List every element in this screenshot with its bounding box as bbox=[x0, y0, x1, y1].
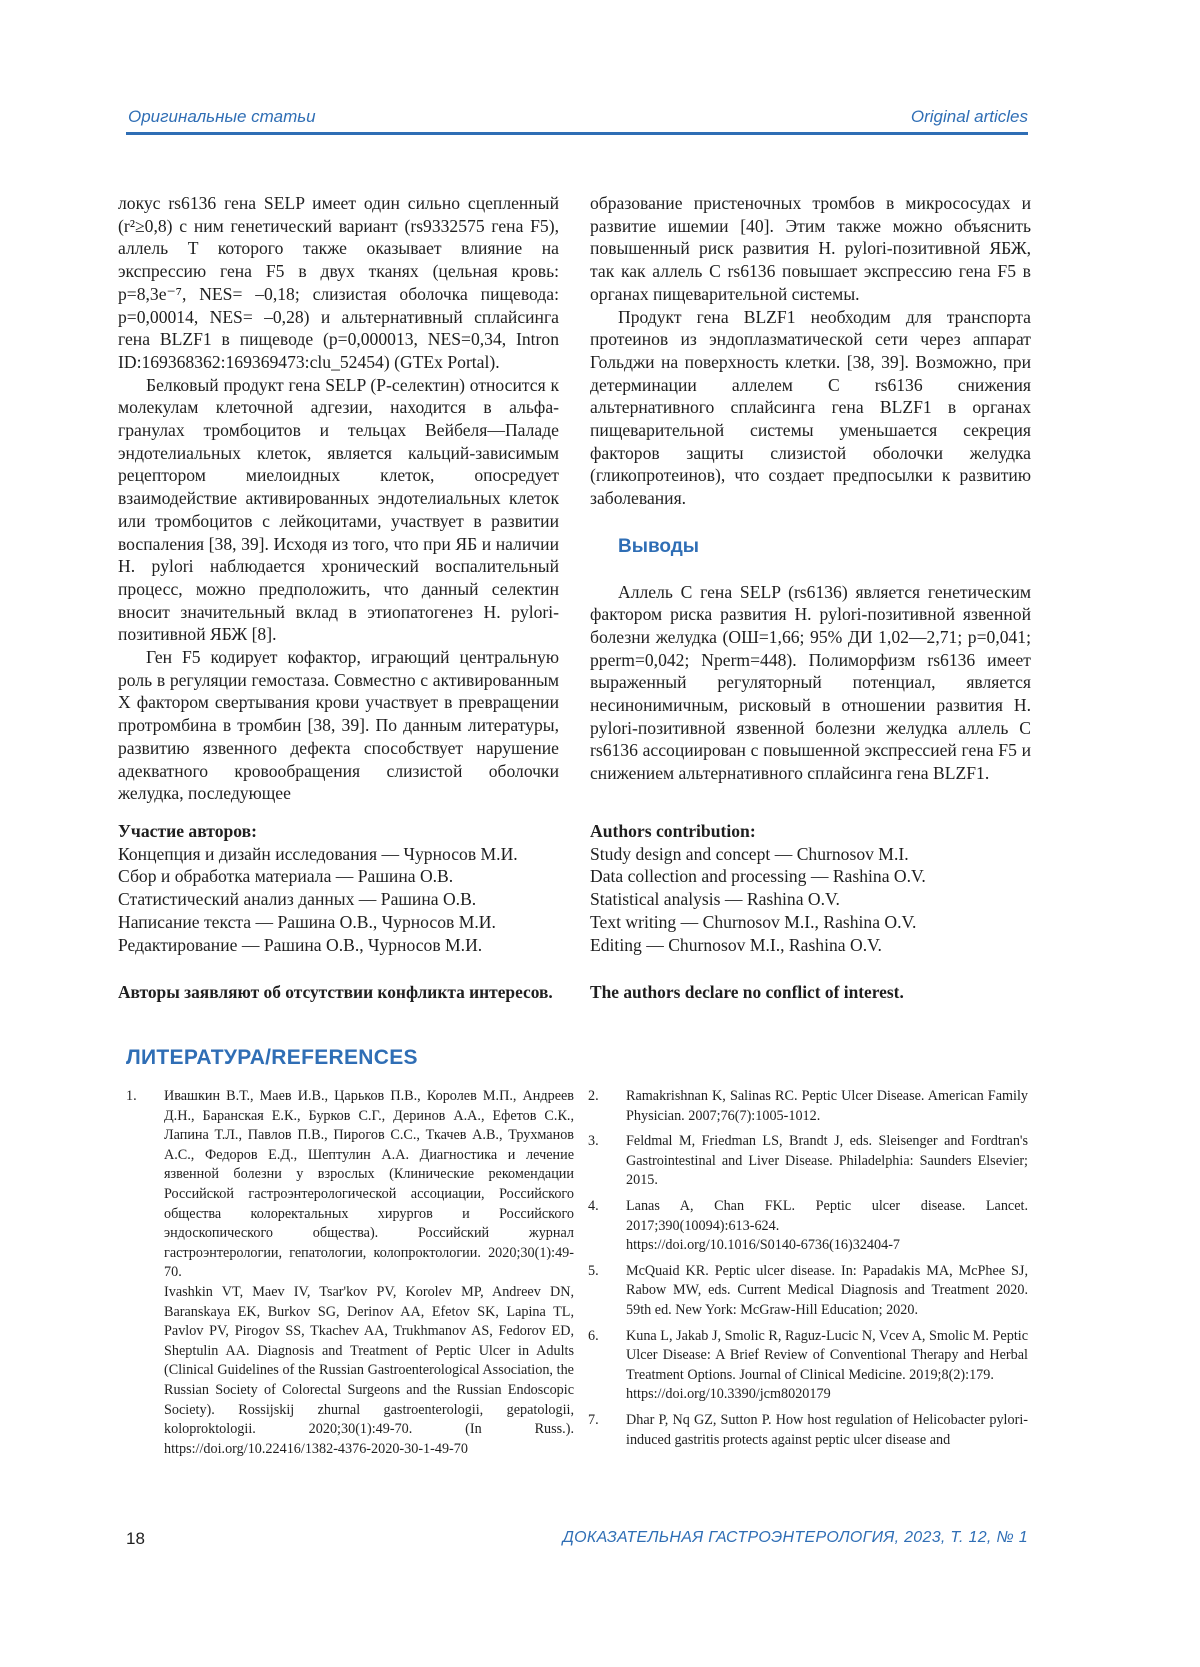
journal-name: ДОКАЗАТЕЛЬНАЯ ГАСТРОЭНТЕРОЛОГИЯ, 2023, Т. 12, № 1 bbox=[562, 1529, 1028, 1546]
running-header bbox=[126, 105, 1028, 135]
reference-number: 5. bbox=[588, 1262, 599, 1279]
reference-item bbox=[588, 1087, 1028, 1126]
header-rule bbox=[126, 132, 1028, 135]
reference-text: Lanas A, Chan FKL. Peptic ulcer disease. Lancet. 2017;390(10094):613-624. bbox=[626, 1197, 1028, 1234]
conflict-statement-ru: Авторы заявляют об отсутствии конфликта интересов. bbox=[118, 982, 553, 1002]
left-column bbox=[118, 192, 559, 805]
reference-number: 4. bbox=[588, 1197, 599, 1214]
reference-text: Feldmal M, Friedman LS, Brandt J, eds. Sleisenger and Fordtran's Gastrointestinal and Liver Disease. Philadelphia: Saunders Elsevier; 2015. bbox=[626, 1133, 1028, 1189]
reference-number: 3. bbox=[588, 1133, 599, 1150]
reference-text: Kuna L, Jakab J, Smolic R, Raguz-Lucic N, Vcev A, Smolic M. Peptic Ulcer Disease: A Brief Review of Conventional Therapy and Herbal Treatment Options. Journal of Clinical Medicine. 2019;8(2):179. bbox=[626, 1327, 1028, 1383]
contribution-line: Статистический анализ данных — Рашина О.В. bbox=[118, 889, 477, 910]
reference-item bbox=[588, 1262, 1028, 1321]
paragraph: Продукт гена BLZF1 необходим для транспорта протеинов из эндоплазматической сети через аппарат Гольджи на поверхность клетки. [38, 39]. Возможно, при детерминации аллелем C rs6136 снижения альтернативного сплайсинга гена BLZF1 в органах пищеварительной системы уменьшается секреция факторов защиты слизистой оболочки желудка (гликопротеинов), что создает предпосылки к развитию заболевания. bbox=[590, 306, 1031, 509]
reference-number: 7. bbox=[588, 1411, 599, 1428]
contribution-line: Сбор и обработка материала — Рашина О.В. bbox=[118, 866, 454, 887]
reference-item bbox=[126, 1087, 574, 1459]
paragraph: локус rs6136 гена SELP имеет один сильно сцепленный (r²≥0,8) с ним генетический вариант (rs9332575 гена F5), аллель T которого также оказывает влияние на экспрессию гена F5 в двух тканях (цельная кровь: p=8,3e⁻⁷, NES= –0,18; слизистая оболочка пищевода: p=0,00014, NES= –0,28) и альтернативный сплайсинга гена BLZF1 в пищеводе (p=0,000013, NES=0,34, Intron ID:169368362:169369473:clu_52454) (GTEx Portal). bbox=[118, 193, 559, 372]
paragraph: Аллель C гена SELP (rs6136) является генетическим фактором риска развития H. pylori-позитивной язвенной болезни желудка (ОШ=1,66; 95% ДИ 1,02—2,71; p=0,041; pperm=0,042; Nperm=448). Полиморфизм rs6136 имеет выраженный регуляторный потенциал, является несинонимичным, рисковый в отношении развития H. pylori-позитивной язвенной болезни желудка аллель C rs6136 ассоциирован с повышенной экспрессией гена F5 и снижением альтернативного сплайсинга гена BLZF1. bbox=[590, 581, 1031, 784]
conflict-statement-en: The authors declare no conflict of interest. bbox=[590, 982, 904, 1002]
reference-number: 1. bbox=[126, 1088, 137, 1104]
contribution-line: Text writing — Churnosov M.I., Rashina O.V. bbox=[590, 911, 917, 932]
reference-text: Ramakrishnan K, Salinas RC. Peptic Ulcer Disease. American Family Physician. 2007;76(7):1005-1012. bbox=[626, 1088, 1028, 1124]
contribution-line: Statistical analysis — Rashina O.V. bbox=[590, 889, 840, 910]
references-right-column bbox=[588, 1087, 1028, 1456]
paragraph: образование пристеночных тромбов в микрососудах и развитие ишемии [40]. Этим также можно объяснить повышенный риск развития H. pylori-позитивной ЯБЖ, так как аллель C rs6136 повышает экспрессию гена F5 в органах пищеварительной системы. bbox=[590, 193, 1031, 304]
contribution-line: Study design and concept — Churnosov M.I. bbox=[590, 843, 909, 864]
contribution-line: Написание текста — Рашина О.В., Чурносов М.И. bbox=[118, 911, 496, 932]
reference-text: McQuaid KR. Peptic ulcer disease. In: Papadakis MA, McPhee SJ, Rabow MW, eds. Current Medical Diagnosis and Treatment 2020. 59th ed. New York: McGraw-Hill Education; 2020. bbox=[626, 1262, 1028, 1318]
header-section-ru: Оригинальные статьи bbox=[128, 107, 316, 126]
contribution-line: Редактирование — Рашина О.В., Чурносов М.И. bbox=[118, 934, 483, 955]
contribution-title: Authors contribution: bbox=[590, 821, 756, 841]
page-number: 18 bbox=[126, 1529, 145, 1548]
reference-doi-link[interactable]: https://doi.org/10.1016/S0140-6736(16)32404-7 bbox=[626, 1237, 901, 1254]
author-contribution-ru bbox=[118, 820, 578, 956]
reference-number: 2. bbox=[588, 1088, 599, 1104]
reference-text: Dhar P, Nq GZ, Sutton P. How host regulation of Helicobacter pylori-induced gastritis protects against peptic ulcer disease and bbox=[626, 1411, 1028, 1448]
reference-item bbox=[588, 1197, 1028, 1256]
right-column bbox=[590, 192, 1031, 785]
reference-item bbox=[588, 1327, 1028, 1405]
reference-number: 6. bbox=[588, 1327, 599, 1344]
references-heading: ЛИТЕРАТУРА/REFERENCES bbox=[126, 1046, 418, 1069]
author-contribution-en bbox=[590, 820, 1050, 956]
contribution-line: Концепция и дизайн исследования — Чурносов М.И. bbox=[118, 843, 518, 864]
header-section-en: Original articles bbox=[910, 107, 1028, 126]
conclusions-heading: Выводы bbox=[618, 535, 700, 557]
reference-text-en: Ivashkin VT, Maev IV, Tsar'kov PV, Korolev MP, Andreev DN, Baranskaya EK, Burkov SG, Derinov AA, Efetov SK, Lapina TL, Pavlov PV, Pirogov SS, Tkachev AA, Trukhmanov AS, Fedorov ED, Sheptulin AA. Diagnosis and Treatment of Peptic Ulcer in Adults (Clinical Guidelines of the Russian Gastroenterological Association, the Russian Society of Colorectal Surgeons and the Russian Endoscopic Society). Rossijskij zhurnal gastroenterologii, gepatologii, koloproktologii. 2020;30(1):49-70. (In Russ.). https://doi.org/10.22416/1382-4376-2020-30-1-49-70 bbox=[164, 1283, 574, 1457]
contribution-line: Data collection and processing — Rashina O.V. bbox=[590, 866, 926, 887]
paragraph: Белковый продукт гена SELP (P-селектин) относится к молекулам клеточной адгезии, находится в альфа-гранулах тромбоцитов и тельцах Вейбеля—Паладе эндотелиальных клеток, является кальций-зависимым рецептором миелоидных клеток, опосредует взаимодействие активированных эндотелиальных клеток или тромбоцитов с лейкоцитами, участвует в развитии воспаления [38, 39]. Исходя из того, что при ЯБ и наличии H. pylori наблюдается хронический воспалительный процесс, можно предположить, что данный селектин вносит значительный вклад в этиопатогенез H. pylori-позитивной ЯБЖ [8]. bbox=[118, 374, 559, 645]
reference-item bbox=[588, 1411, 1028, 1450]
reference-text: Ивашкин В.Т., Маев И.В., Царьков П.В., Королев М.П., Андреев Д.Н., Баранская Е.К., Бурков С.Г., Деринов А.А., Ефетов С.К., Лапина Т.Л., Павлов П.В., Пирогов С.С., Ткачев А.В., Трухманов А.С., Федоров Е.Д., Шептулин А.А. Диагностика и лечение язвенной болезни у взрослых (Клинические рекомендации Российской гастроэнтерологической ассоциации, Российского общества колоректальных хирургов и Российского эндоскопического общества). Российский журнал гастроэнтерологии, гепатологии, колопроктологии. 2020;30(1):49-70. bbox=[164, 1088, 574, 1281]
paragraph: Ген F5 кодирует кофактор, играющий центральную роль в регуляции гемостаза. Совместно с активированным X фактором свертывания крови участвует в превращении протромбина в тромбин [38, 39]. По данным литературы, развитию язвенного дефекта способствует нарушение адекватного кровообращения слизистой оболочки желудка, последующее bbox=[118, 647, 559, 804]
contribution-line: Editing — Churnosov M.I., Rashina O.V. bbox=[590, 934, 882, 955]
reference-doi-link[interactable]: https://doi.org/10.3390/jcm8020179 bbox=[626, 1386, 831, 1403]
reference-item bbox=[588, 1132, 1028, 1191]
contribution-title: Участие авторов: bbox=[118, 821, 257, 841]
references-left-column bbox=[126, 1087, 574, 1465]
